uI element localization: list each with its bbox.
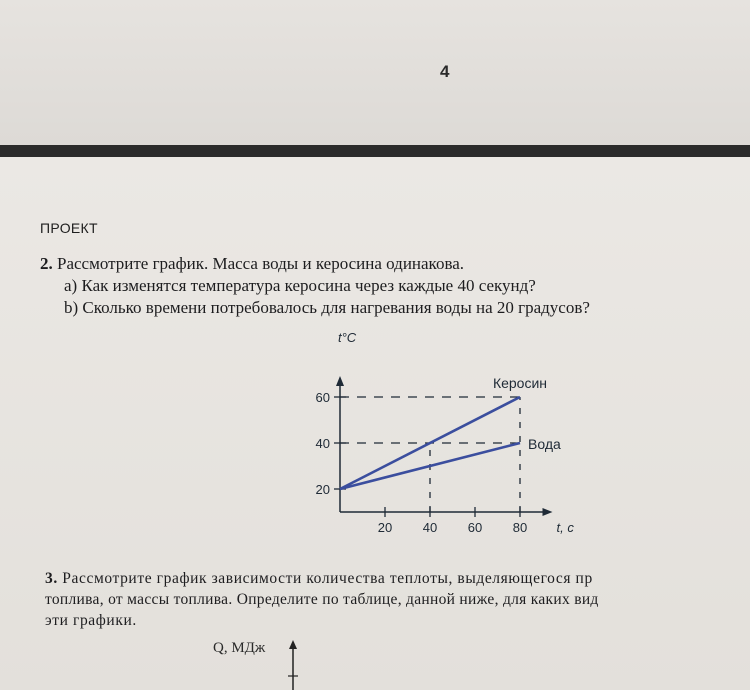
page-number: 4: [440, 62, 450, 81]
task-2: [40, 253, 590, 319]
task-2-prompt: [40, 253, 590, 275]
series-label-0: Керосин: [492, 375, 548, 391]
x-axis-arrow: [543, 508, 553, 516]
y-tick-label-2: 60: [315, 390, 330, 405]
y-tick-label-0: 20: [315, 482, 330, 497]
y-axis-label: t°C: [338, 330, 357, 345]
task-3-line-3: эти графики.: [45, 612, 137, 629]
top-area: [0, 0, 750, 145]
task-3: [45, 568, 599, 631]
task-2-text: Рассмотрите график. Масса воды и керосина одинакова.: [52, 254, 465, 273]
page-divider: [0, 145, 750, 157]
task-2-number: 2.: [40, 254, 53, 273]
x-tick-label-2: 60: [467, 520, 483, 535]
task-3-number: 3.: [45, 570, 58, 587]
y-axis-arrow: [336, 376, 344, 386]
temperature-chart: [295, 330, 605, 545]
task-2-question-b: b) Сколько времени потребовалось для нагревания воды на 20 градусов?: [64, 298, 590, 317]
task-3-text-1: Рассмотрите график зависимости количества теплоты, выделяющегося пр: [57, 570, 593, 587]
x-tick-label-3: 80: [512, 520, 528, 535]
section-label: ПРОЕКТ: [40, 220, 98, 236]
y-tick-label-1: 40: [315, 436, 330, 451]
task-3-line-1: [45, 568, 599, 589]
task-2-question-a: а) Как изменятся температура керосина через каждые 40 секунд?: [64, 276, 536, 295]
q-axis: [287, 640, 301, 690]
x-axis-label: t, c: [556, 520, 574, 535]
x-tick-label-1: 40: [422, 520, 438, 535]
series-label-1: Вода: [528, 436, 561, 452]
task-3-line-2: топлива, от массы топлива. Определите по таблице, данной ниже, для каких вид: [45, 591, 599, 608]
q-axis-label: Q, МДж: [213, 640, 266, 656]
x-tick-label-0: 20: [377, 520, 393, 535]
